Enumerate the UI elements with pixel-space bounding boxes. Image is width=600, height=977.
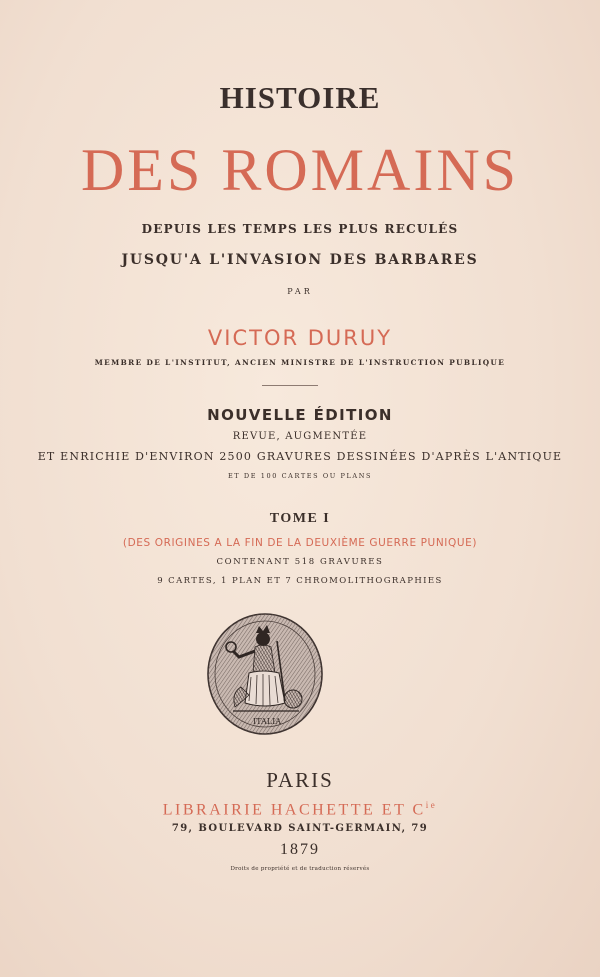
imprint-publisher xyxy=(0,800,600,819)
rights-notice: Droits de propriété et de traduction réservés xyxy=(230,866,370,872)
author-title: MEMBRE DE L'INSTITUT, ANCIEN MINISTRE DE L'INSTRUCTION PUBLIQUE xyxy=(94,358,506,367)
edition-cartes-plans: ET DE 100 CARTES OU PLANS xyxy=(227,472,373,480)
imprint-year: 1879 xyxy=(280,841,320,858)
publisher-name: LIBRAIRIE HACHETTE ET C xyxy=(162,801,426,819)
par-label: PAR xyxy=(287,287,313,296)
tome-subtitle: (DES ORIGINES A LA FIN DE LA DEUXIÈME GUERRE PUNIQUE) xyxy=(122,537,478,549)
divider-rule xyxy=(262,385,318,386)
medal-inscription: ITALIA xyxy=(252,717,282,726)
subtitle-jusqua: JUSQU'A L'INVASION DES BARBARES xyxy=(121,252,479,268)
imprint-city: PARIS xyxy=(266,768,334,792)
title-line-des-romains: DES ROMAINS xyxy=(80,137,520,203)
edition-enrichie: ET ENRICHIE D'ENVIRON 2500 GRAVURES DESSINÉES D'APRÈS L'ANTIQUE xyxy=(37,450,563,463)
title-line-histoire: HISTOIRE xyxy=(219,80,381,115)
publisher-superscript: ie xyxy=(425,800,438,810)
tome-label: TOME I xyxy=(269,511,331,526)
coin-medallion-image xyxy=(205,611,325,737)
edition-revue: REVUE, AUGMENTÉE xyxy=(232,431,368,442)
edition-label: NOUVELLE ÉDITION xyxy=(207,406,393,424)
subtitle-depuis: DEPUIS LES TEMPS LES PLUS RECULÉS xyxy=(141,222,459,236)
tome-contenant: CONTENANT 518 GRAVURES xyxy=(216,557,384,567)
tome-cartes: 9 CARTES, 1 PLAN ET 7 CHROMOLITHOGRAPHIES xyxy=(157,576,443,586)
imprint-address: 79, BOULEVARD SAINT-GERMAIN, 79 xyxy=(171,823,429,834)
author-name: VICTOR DURUY xyxy=(207,326,393,350)
